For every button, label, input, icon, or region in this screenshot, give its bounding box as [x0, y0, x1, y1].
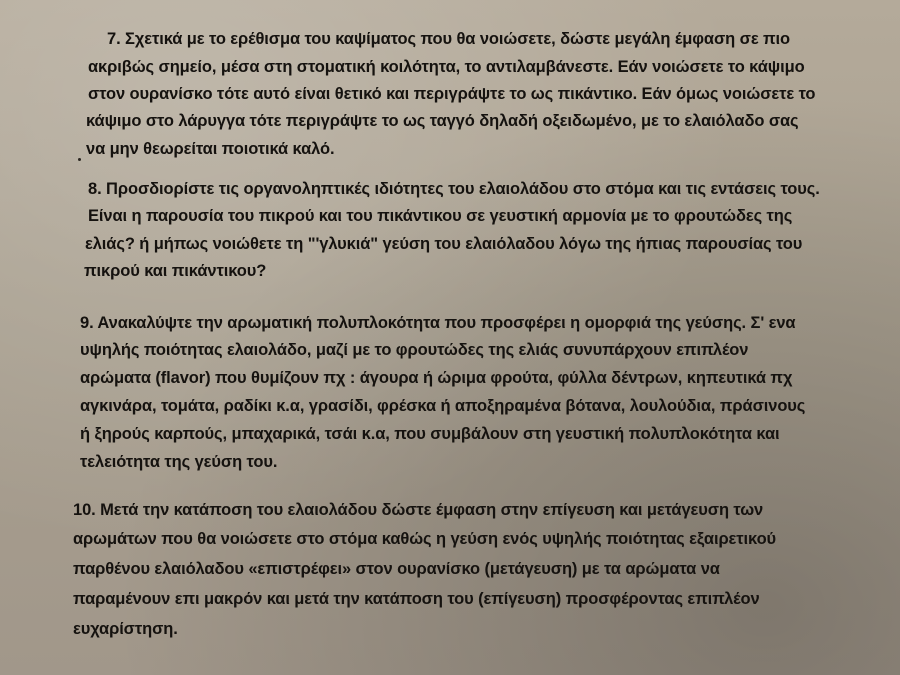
item-8-line-1: 8. Προσδιορίστε τις οργανοληπτικές ιδιότητες του ελαιολάδου στο στόμα και τις εντάσεις τους. [88, 180, 820, 198]
item-10-line-2: αρωμάτων που θα νοιώσετε στο στόμα καθώς η γεύση ενός υψηλής ποιότητας εξαιρετικού [73, 530, 777, 548]
item-10-line-5: ευχαρίστηση. [73, 620, 178, 638]
item-9-line-6: τελειότητα της γεύση του. [80, 453, 278, 471]
item-7-line-5: να μην θεωρείται ποιοτικά καλό. [86, 140, 335, 158]
item-9-line-3: αρώματα (flavor) που θυμίζουν πχ : άγουρα ή ώριμα φρούτα, φύλλα δέντρων, κηπευτικά πχ [80, 369, 793, 387]
item-9-line-5: ή ξηρούς καρπούς, μπαχαρικά, τσάι κ.α, που συμβάλουν στη γευστική πολυπλοκότητα και [80, 425, 780, 443]
item-8-line-2: Είναι η παρουσία του πικρού και του πικάντικου σε γευστική αρμονία με το φρουτώδες της [88, 207, 793, 225]
item-10-line-4: παραμένουν επι μακρόν και μετά την κατάποση του (επίγευση) προσφέροντας επιπλέον [73, 590, 760, 608]
stray-ink-dot [78, 158, 81, 161]
item-8-line-3: ελιάς? ή μήπως νοιώθετε τη "'γλυκιά" γεύση του ελαιόλαδου λόγω της ήπιας παρουσίας του [85, 235, 803, 253]
item-10-line-3: παρθένου ελαιόλαδου «επιστρέφει» στον ουρανίσκο (μετάγευση) με τα αρώματα να [73, 560, 720, 578]
item-7-line-4: κάψιμο στο λάρυγγα τότε περιγράψτε το ως ταγγό δηλαδή οξειδωμένο, με το ελαιόλαδο σας [86, 112, 799, 130]
item-7-line-1: 7. Σχετικά με το ερέθισμα του καψίματος που θα νοιώσετε, δώστε μεγάλη έμφαση σε πιο [107, 30, 791, 48]
item-9-line-2: υψηλής ποιότητας ελαιολάδο, μαζί με το φρουτώδες της ελιάς συνυπάρχουν επιπλέον [80, 341, 749, 359]
item-9-line-4: αγκινάρα, τομάτα, ραδίκι κ.α, γρασίδι, φρέσκα ή αποξηραμένα βότανα, λουλούδια, πράσινους [80, 397, 806, 415]
item-8-line-4: πικρού και πικάντικου? [84, 262, 267, 280]
item-7-line-2: ακριβώς σημείο, μέσα στη στοματική κοιλότητα, το αντιλαμβάνεστε. Εάν νοιώσετε το κάψιμο [88, 58, 805, 76]
item-7-line-3: στον ουρανίσκο τότε αυτό είναι θετικό και περιγράψτε το ως πικάντικο. Εάν όμως νοιώσετε το [88, 85, 816, 103]
item-10-line-1: 10. Μετά την κατάποση του ελαιολάδου δώστε έμφαση στην επίγευση και μετάγευση των [73, 501, 764, 519]
item-9-line-1: 9. Ανακαλύψτε την αρωματική πολυπλοκότητα που προσφέρει η ομορφιά της γεύσης. Σ' ενα [80, 314, 796, 332]
